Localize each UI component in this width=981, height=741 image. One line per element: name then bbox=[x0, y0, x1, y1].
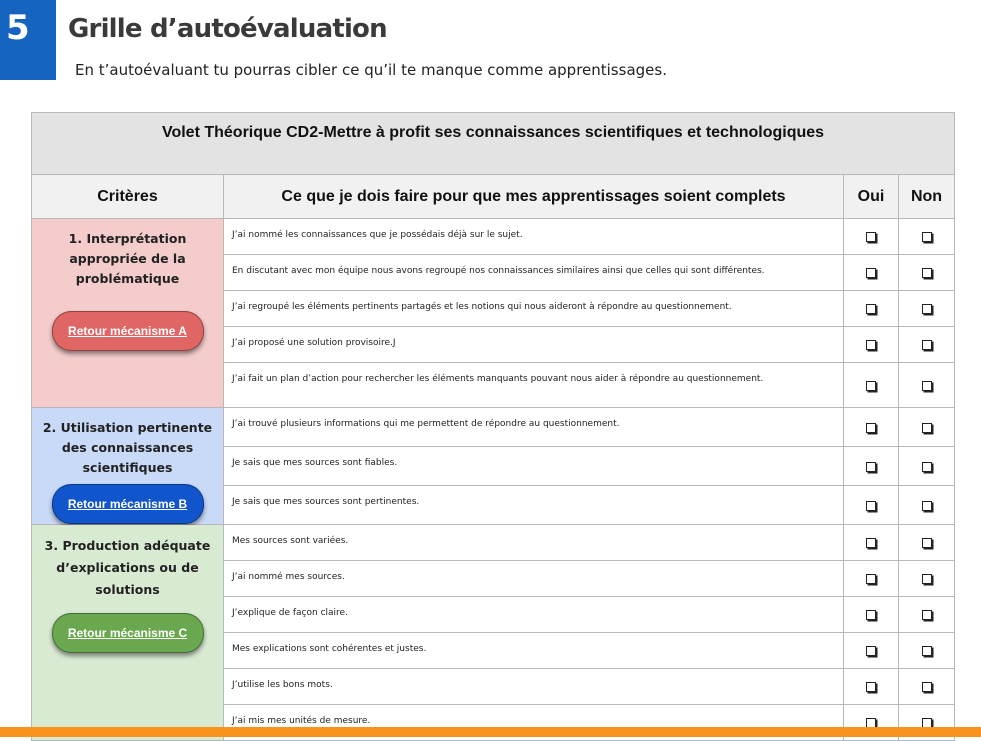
table-row bbox=[32, 525, 955, 561]
checkbox-no[interactable] bbox=[922, 574, 932, 584]
checkbox-no[interactable] bbox=[922, 610, 932, 620]
task-text: J’ai regroupé les éléments pertinents partagés et les notions qui nous aideront à répondre au questionnement. bbox=[224, 291, 844, 327]
task-text: Je sais que mes sources sont fiables. bbox=[224, 447, 844, 486]
task-text: Mes sources sont variées. bbox=[224, 525, 844, 561]
checkbox-cell-yes bbox=[844, 219, 899, 255]
checkbox-yes[interactable] bbox=[866, 340, 876, 350]
checkbox-cell-no bbox=[899, 219, 955, 255]
checkbox-no[interactable] bbox=[922, 646, 932, 656]
self-assessment-grid bbox=[31, 112, 955, 741]
return-mechanism-b-button[interactable]: Retour mécanisme B bbox=[52, 484, 204, 524]
checkbox-cell-yes bbox=[844, 255, 899, 291]
checkbox-cell-yes bbox=[844, 633, 899, 669]
checkbox-cell-yes bbox=[844, 525, 899, 561]
checkbox-cell-no bbox=[899, 363, 955, 408]
task-text: J’ai proposé une solution provisoire.J bbox=[224, 327, 844, 363]
checkbox-no[interactable] bbox=[922, 682, 932, 692]
checkbox-cell-no bbox=[899, 255, 955, 291]
checkbox-cell-yes bbox=[844, 561, 899, 597]
checkbox-yes[interactable] bbox=[866, 501, 876, 511]
checkbox-cell-no bbox=[899, 597, 955, 633]
task-text: J’ai mis mes unités de mesure. bbox=[224, 705, 844, 741]
column-header-criteria: Critères bbox=[32, 175, 224, 219]
checkbox-cell-yes bbox=[844, 327, 899, 363]
checkbox-yes[interactable] bbox=[866, 682, 876, 692]
checkbox-no[interactable] bbox=[922, 538, 932, 548]
task-text: En discutant avec mon équipe nous avons regroupé nos connaissances similaires ainsi que celles qui sont différentes. bbox=[224, 255, 844, 291]
checkbox-cell-no bbox=[899, 486, 955, 525]
checkbox-cell-yes bbox=[844, 486, 899, 525]
checkbox-yes[interactable] bbox=[866, 462, 876, 472]
checkbox-yes[interactable] bbox=[866, 268, 876, 278]
task-text: J’ai fait un plan d’action pour rechercher les éléments manquants pouvant nous aider à répondre au questionnement. bbox=[224, 363, 844, 408]
task-text: J’ai nommé les connaissances que je possédais déjà sur le sujet. bbox=[224, 219, 844, 255]
task-text: J’ai trouvé plusieurs informations qui me permettent de répondre au questionnement. bbox=[224, 408, 844, 447]
criterion-cell-2 bbox=[32, 408, 224, 525]
page-title: Grille d’autoévaluation bbox=[68, 14, 387, 44]
task-text: J’ai nommé mes sources. bbox=[224, 561, 844, 597]
checkbox-no[interactable] bbox=[922, 381, 932, 391]
step-number-badge: 5 bbox=[0, 0, 56, 80]
checkbox-no[interactable] bbox=[922, 232, 932, 242]
checkbox-yes[interactable] bbox=[866, 646, 876, 656]
checkbox-yes[interactable] bbox=[866, 574, 876, 584]
column-header-tasks: Ce que je dois faire pour que mes apprentissages soient complets bbox=[224, 175, 844, 219]
checkbox-cell-yes bbox=[844, 597, 899, 633]
checkbox-cell-yes bbox=[844, 669, 899, 705]
checkbox-cell-yes bbox=[844, 363, 899, 408]
checkbox-yes[interactable] bbox=[866, 232, 876, 242]
checkbox-no[interactable] bbox=[922, 340, 932, 350]
page-subtitle: En t’autoévaluant tu pourras cibler ce qu’il te manque comme apprentissages. bbox=[75, 61, 667, 79]
task-text: J’explique de façon claire. bbox=[224, 597, 844, 633]
checkbox-cell-no bbox=[899, 525, 955, 561]
column-header-no: Non bbox=[899, 175, 955, 219]
checkbox-no[interactable] bbox=[922, 304, 932, 314]
checkbox-no[interactable] bbox=[922, 268, 932, 278]
checkbox-no[interactable] bbox=[922, 501, 932, 511]
checkbox-yes[interactable] bbox=[866, 304, 876, 314]
criterion-title: 3. Production adéquate d’explications ou de solutions bbox=[44, 538, 211, 597]
bottom-accent-bar bbox=[0, 727, 981, 737]
checkbox-cell-yes bbox=[844, 408, 899, 447]
return-mechanism-c-button[interactable]: Retour mécanisme C bbox=[52, 613, 204, 653]
banner-row bbox=[32, 113, 955, 175]
table-row bbox=[32, 219, 955, 255]
checkbox-cell-no bbox=[899, 327, 955, 363]
checkbox-yes[interactable] bbox=[866, 381, 876, 391]
task-text: Mes explications sont cohérentes et justes. bbox=[224, 633, 844, 669]
criterion-title: 1. Interprétation appropriée de la problématique bbox=[68, 231, 187, 286]
table-banner: Volet Théorique CD2-Mettre à profit ses connaissances scientifiques et technologiques bbox=[32, 113, 955, 175]
header-row bbox=[32, 175, 955, 219]
column-header-yes: Oui bbox=[844, 175, 899, 219]
checkbox-no[interactable] bbox=[922, 462, 932, 472]
checkbox-no[interactable] bbox=[922, 423, 932, 433]
checkbox-cell-no bbox=[899, 291, 955, 327]
checkbox-cell-no bbox=[899, 561, 955, 597]
checkbox-cell-no bbox=[899, 408, 955, 447]
task-text: J’utilise les bons mots. bbox=[224, 669, 844, 705]
criterion-cell-1 bbox=[32, 219, 224, 408]
checkbox-cell-no bbox=[899, 669, 955, 705]
checkbox-yes[interactable] bbox=[866, 423, 876, 433]
checkbox-cell-no bbox=[899, 633, 955, 669]
checkbox-yes[interactable] bbox=[866, 538, 876, 548]
checkbox-cell-yes bbox=[844, 291, 899, 327]
checkbox-cell-yes bbox=[844, 447, 899, 486]
criterion-cell-3 bbox=[32, 525, 224, 741]
checkbox-cell-no bbox=[899, 447, 955, 486]
return-mechanism-a-button[interactable]: Retour mécanisme A bbox=[52, 311, 204, 351]
criterion-title: 2. Utilisation pertinente des connaissances scientifiques bbox=[42, 420, 213, 475]
task-text: Je sais que mes sources sont pertinentes. bbox=[224, 486, 844, 525]
table-row bbox=[32, 408, 955, 447]
checkbox-yes[interactable] bbox=[866, 610, 876, 620]
